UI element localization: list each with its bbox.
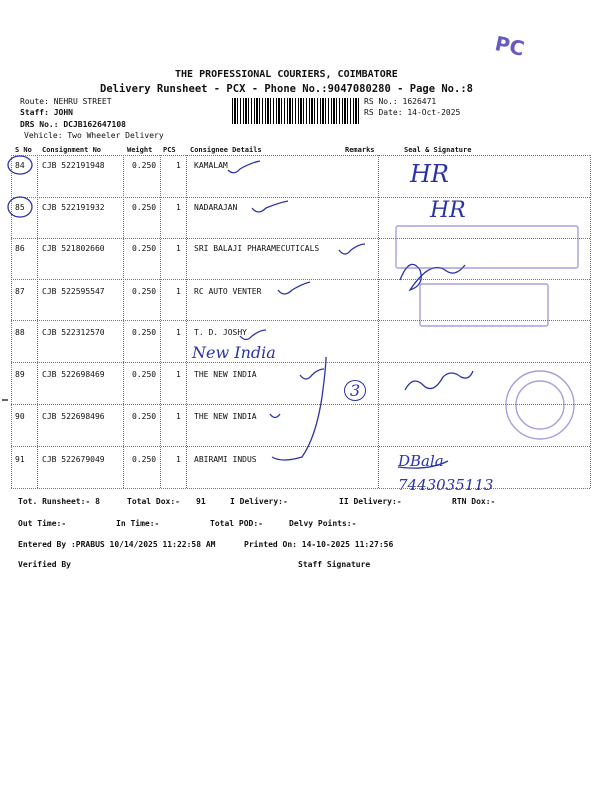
row-sno: 89: [15, 370, 25, 379]
row-sno: 85: [15, 203, 25, 212]
total-dox-label: Total Dox:-: [127, 497, 180, 506]
row-consignee: T. D. JOSHY: [194, 328, 247, 337]
row-pcs: 1: [176, 244, 181, 253]
round-stamp: [516, 381, 564, 429]
row-weight: 0.250: [132, 328, 157, 337]
row-weight: 0.250: [132, 412, 157, 421]
ii-delivery: II Delivery:-: [339, 497, 402, 506]
row-consignee: RC AUTO VENTER: [194, 287, 262, 296]
delvy-points: Delvy Points:-: [289, 519, 357, 528]
row-pcs: 1: [176, 455, 181, 464]
row-weight: 0.250: [132, 203, 157, 212]
row-pcs: 1: [176, 203, 181, 212]
row-pcs: 1: [176, 328, 181, 337]
handwritten-phone: 7443035113: [398, 476, 494, 494]
row-consignee: THE NEW INDIA: [194, 370, 257, 379]
row-consignment: CJB 522698469: [42, 370, 105, 379]
row-consignee: ABIRAMI INDUS: [194, 455, 257, 464]
rs-number: RS No.: 1626471: [364, 97, 437, 106]
rect-stamp: [420, 284, 548, 326]
handwritten-circled-number: 3: [344, 380, 366, 401]
drs-number: DRS No.: DCJB162647108: [20, 120, 126, 129]
row-pcs: 1: [176, 370, 181, 379]
rtn-dox: RTN Dox:-: [452, 497, 496, 506]
row-consignee: NADARAJAN: [194, 203, 238, 212]
col-header-weight: Weight: [127, 146, 153, 154]
rs-date: RS Date: 14-Oct-2025: [364, 108, 461, 117]
col-header-sno: S No: [15, 146, 32, 154]
col-header-seal: Seal & Signature: [404, 146, 472, 154]
row-consignment: CJB 522679049: [42, 455, 105, 464]
row-consignment: CJB 522698496: [42, 412, 105, 421]
row-consignment: CJB 521802660: [42, 244, 105, 253]
row-consignment: CJB 522191948: [42, 161, 105, 170]
row-weight: 0.250: [132, 455, 157, 464]
col-header-consignment: Consignment No: [42, 146, 102, 154]
out-time: Out Time:-: [18, 519, 67, 528]
total-pod: Total POD:-: [210, 519, 263, 528]
staff-label: Staff: JOHN: [20, 108, 73, 117]
tot-runsheet: Tot. Runsheet:- 8: [18, 497, 100, 506]
company-title: THE PROFESSIONAL COURIERS, COIMBATORE: [175, 69, 398, 80]
row-consignee: SRI BALAJI PHARAMECUTICALS: [194, 244, 320, 253]
check-mark: [272, 357, 326, 460]
row-consignee: KAMALAM: [194, 161, 228, 170]
verified-by: Verified By: [18, 560, 71, 569]
check-mark: [300, 369, 324, 379]
check-mark: [252, 201, 288, 212]
row-sno: 90: [15, 412, 25, 421]
col-header-consignee: Consignee Details: [190, 146, 262, 154]
handwritten-initials: HR: [430, 198, 466, 223]
row-weight: 0.250: [132, 244, 157, 253]
check-mark: [278, 282, 310, 294]
row-weight: 0.250: [132, 287, 157, 296]
in-time: In Time:-: [116, 519, 160, 528]
corner-stamp: PC: [492, 31, 527, 61]
row-pcs: 1: [176, 287, 181, 296]
total-dox-value: 91: [196, 497, 206, 506]
rect-stamp: [396, 226, 578, 268]
col-header-remarks: Remarks: [345, 146, 375, 154]
row-pcs: 1: [176, 412, 181, 421]
route-label: Route: NEHRU STREET: [20, 97, 112, 106]
runsheet-subtitle: Delivery Runsheet - PCX - Phone No.:9047080280 - Page No.:8: [100, 83, 473, 95]
row-sno: 88: [15, 328, 25, 337]
check-mark: [270, 414, 280, 418]
check-mark: [240, 330, 266, 340]
check-mark: [339, 244, 365, 254]
handwritten-signature: DBala: [398, 452, 444, 470]
row-sno: 84: [15, 161, 25, 170]
printed-on: Printed On: 14-10-2025 11:27:56: [244, 540, 394, 549]
circle-mark: [8, 197, 32, 217]
row-consignment: CJB 522191932: [42, 203, 105, 212]
circle-mark: [8, 156, 32, 174]
row-sno: 86: [15, 244, 25, 253]
col-header-pcs: PCS: [163, 146, 176, 154]
handwritten-initials: HR: [410, 160, 449, 188]
handwritten-note: New India: [192, 343, 276, 362]
row-weight: 0.250: [132, 370, 157, 379]
signature-scribble: [405, 371, 473, 390]
row-sno: 87: [15, 287, 25, 296]
i-delivery: I Delivery:-: [230, 497, 288, 506]
row-sno: 91: [15, 455, 25, 464]
staff-signature: Staff Signature: [298, 560, 371, 569]
row-consignee: THE NEW INDIA: [194, 412, 257, 421]
check-mark: [228, 161, 260, 173]
row-pcs: 1: [176, 161, 181, 170]
row-consignment: CJB 522312570: [42, 328, 105, 337]
vehicle-label: Vehicle: Two Wheeler Delivery: [24, 131, 164, 140]
row-weight: 0.250: [132, 161, 157, 170]
row-consignment: CJB 522595547: [42, 287, 105, 296]
entered-by: Entered By :PRABUS 10/14/2025 11:22:58 AM: [18, 540, 216, 549]
